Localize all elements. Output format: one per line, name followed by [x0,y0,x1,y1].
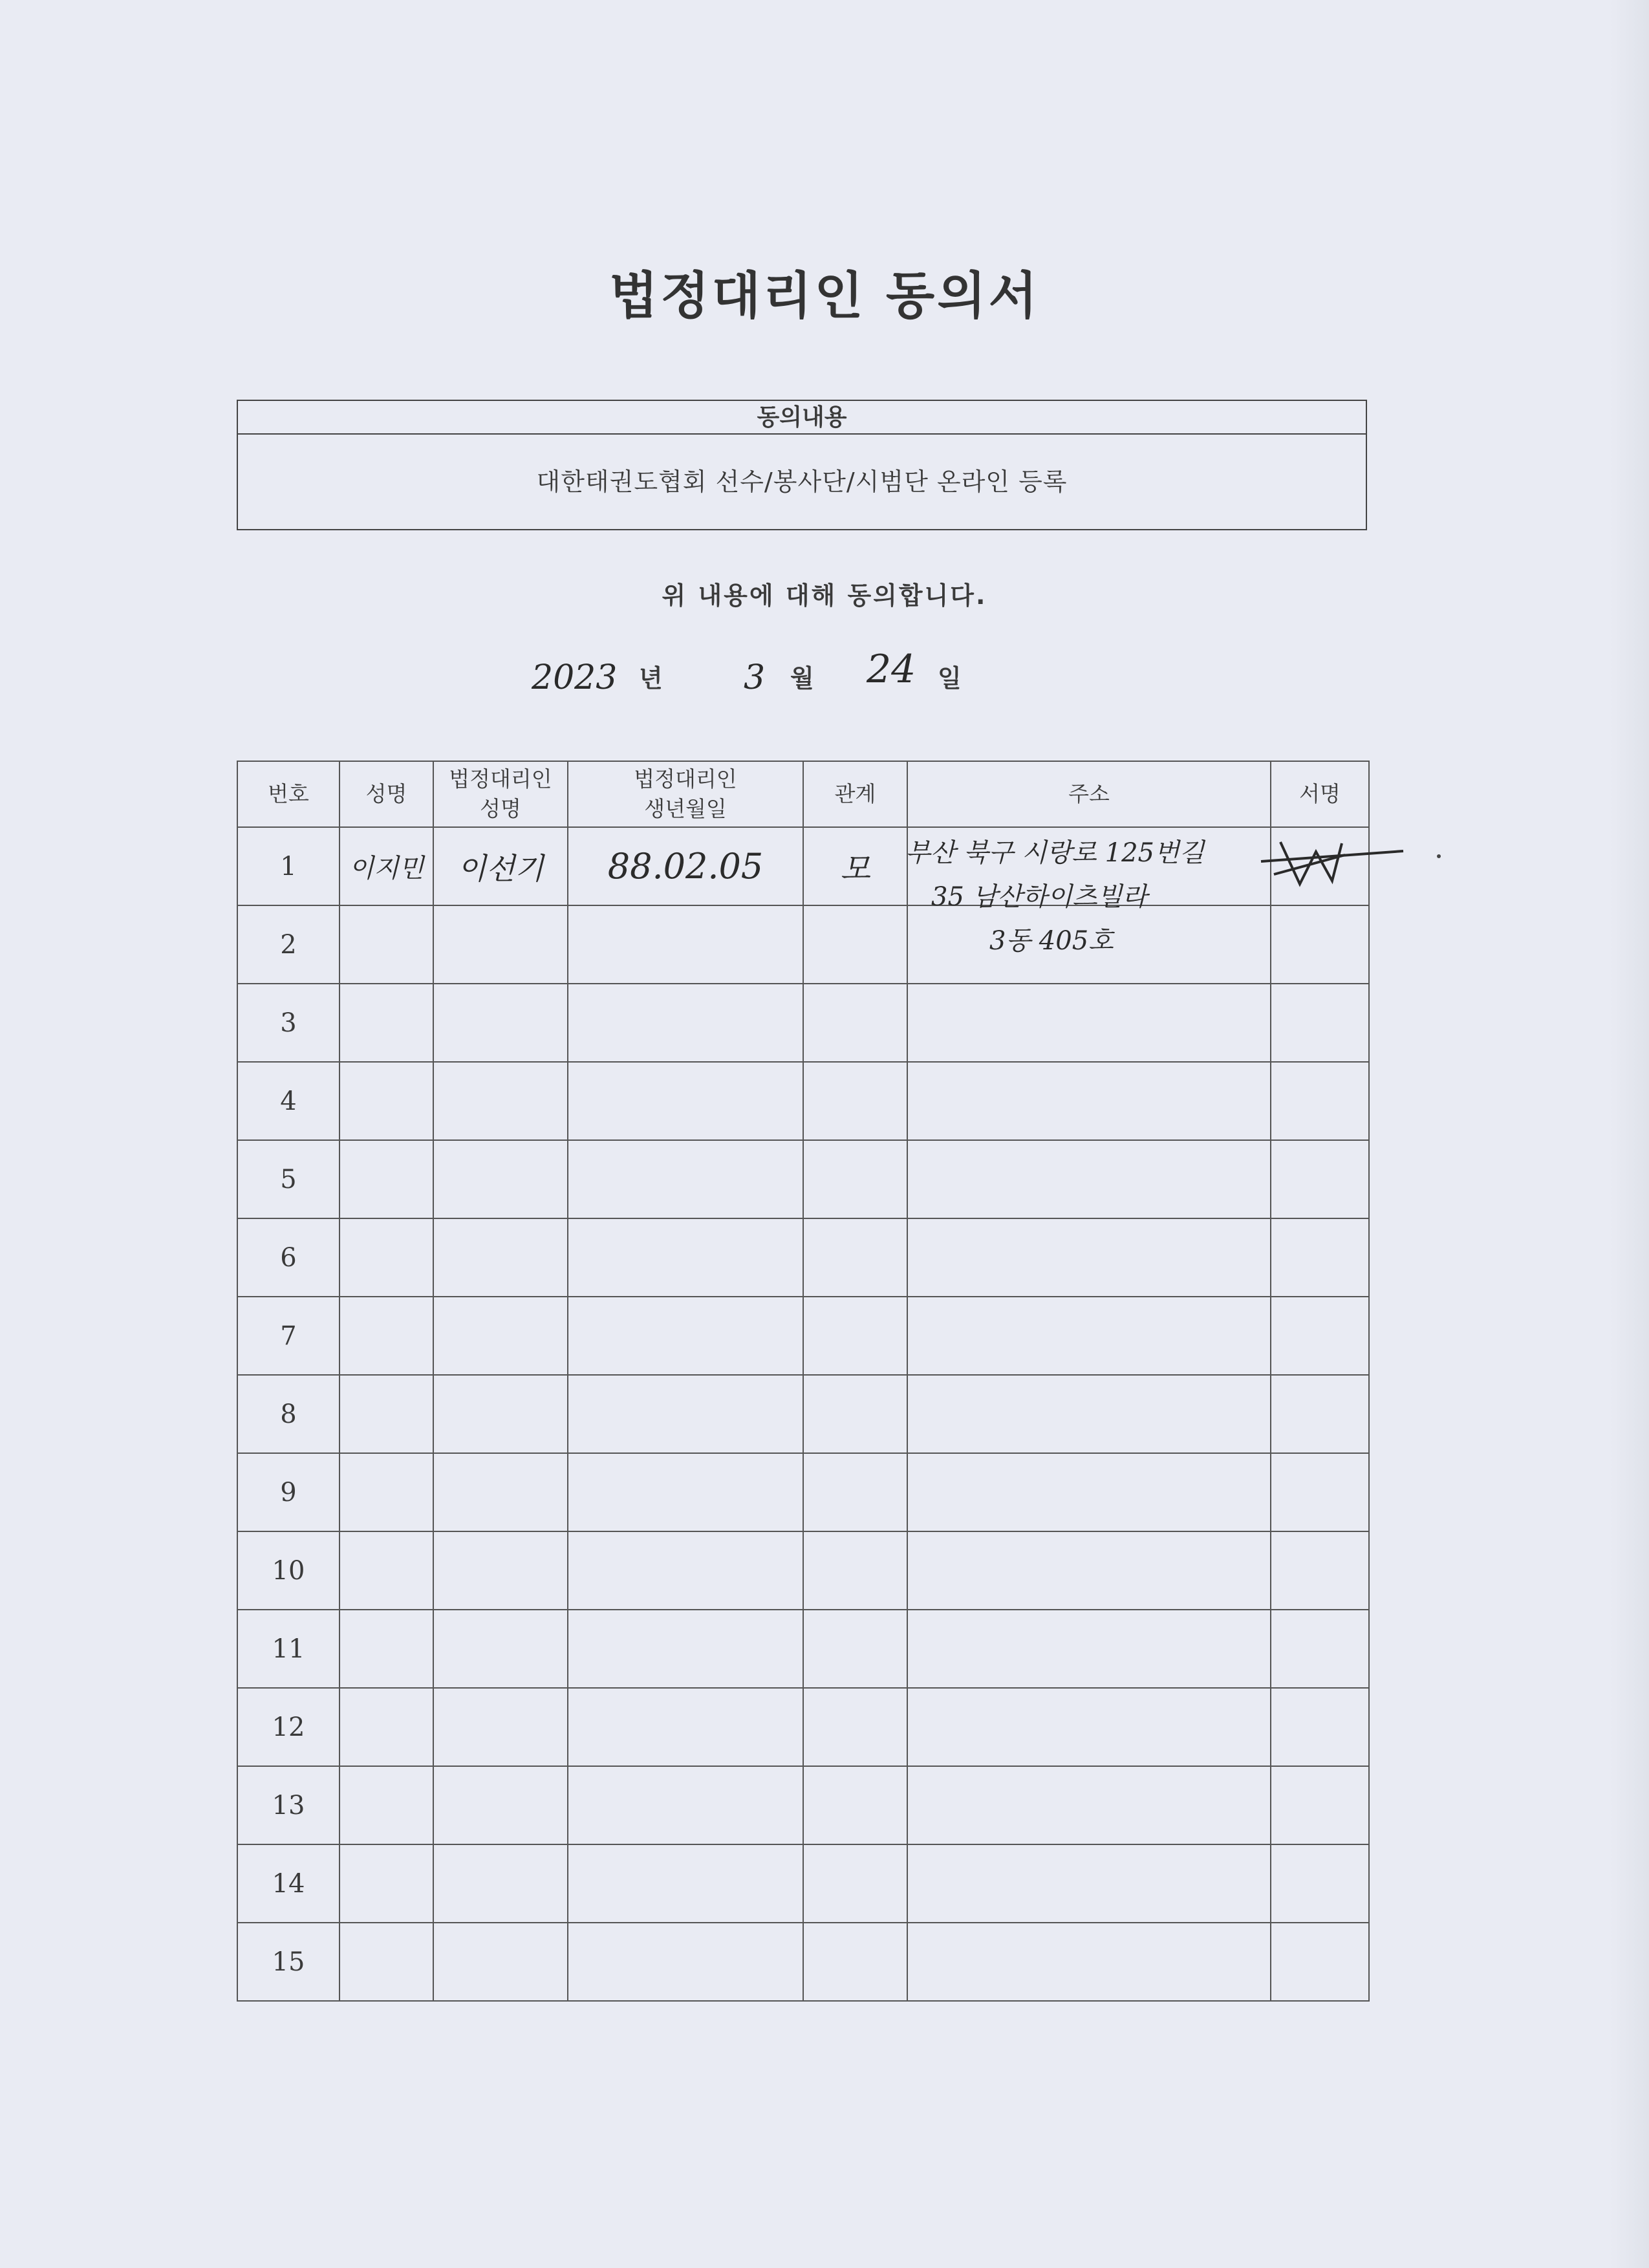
consent-box [237,400,1367,530]
row-no: 11 [237,1610,339,1688]
table-row [237,1453,1369,1531]
header-guardian-name-line2: 성명 [480,796,521,821]
table-row [237,1531,1369,1610]
row-no: 8 [237,1375,339,1453]
row-no: 10 [237,1531,339,1610]
row-no: 5 [237,1140,339,1218]
row-no: 12 [237,1688,339,1766]
address-line-1: 부산 북구 시랑로 125번길 [905,838,1205,868]
header-address: 주소 [907,761,1271,827]
header-guardian-birth [568,761,803,827]
address-line-3: 3동 405호 [989,926,1114,956]
page-edge [1610,0,1649,2268]
row-no: 13 [237,1766,339,1844]
table-row [237,1766,1369,1844]
row-guardian-birth: 88.02.05 [568,827,803,905]
header-name: 성명 [339,761,433,827]
header-no: 번호 [237,761,339,827]
address-line-2: 35 남산하이츠빌라 [931,882,1148,912]
table-row [237,1297,1369,1375]
row-no: 1 [237,827,339,905]
row-no: 14 [237,1844,339,1923]
date-day-unit: 일 [938,664,962,693]
date-year-value: 2023 [532,658,618,697]
header-relation: 관계 [803,761,907,827]
row-relation: 모 [803,827,907,905]
row-name: 이지민 [339,827,433,905]
consent-content: 대한태권도협회 선수/봉사단/시범단 온라인 등록 [536,468,1068,496]
row-no: 3 [237,984,339,1062]
header-guardian-birth-line2: 생년월일 [644,796,727,821]
date-day [867,647,916,698]
row-no: 15 [237,1923,339,2001]
row-guardian-name: 이선기 [433,827,568,905]
row-no: 6 [237,1218,339,1297]
table-row [237,1923,1369,2001]
handwritten-signature [1255,829,1449,900]
header-guardian-name [433,761,568,827]
date-month [744,658,765,710]
date-day-value: 24 [867,647,916,692]
table-row [237,1218,1369,1297]
row-no: 7 [237,1297,339,1375]
document-title: 법정대리인 동의서 [609,267,1040,325]
table-row [237,1375,1369,1453]
date-month-unit: 월 [790,664,814,693]
table-row [237,1688,1369,1766]
row-no: 2 [237,905,339,984]
date-year [532,658,617,710]
table-row [237,1610,1369,1688]
table-row [237,1140,1369,1218]
row-no: 4 [237,1062,339,1140]
header-guardian-birth-line1: 법정대리인 [634,766,737,792]
table-row [237,1844,1369,1923]
table-row [237,984,1369,1062]
consent-header: 동의내용 [238,401,1366,435]
date-year-unit: 년 [639,664,663,693]
header-signature: 서명 [1271,761,1369,827]
header-guardian-name-line1: 법정대리인 [449,766,552,792]
table-header-row [237,761,1369,827]
row-no: 9 [237,1453,339,1531]
date-month-value: 3 [744,658,766,697]
table-row [237,1062,1369,1140]
agree-statement: 위 내용에 대해 동의합니다. [662,581,987,610]
